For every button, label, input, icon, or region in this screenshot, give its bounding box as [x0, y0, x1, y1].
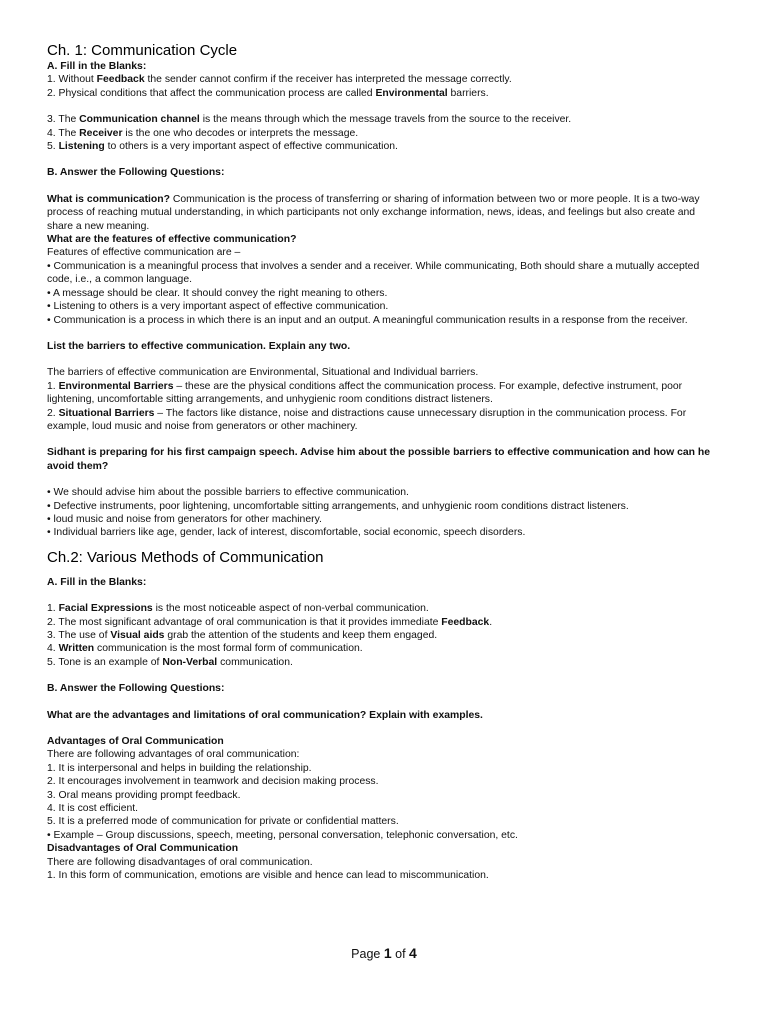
disadvantage-point: 1. In this form of communication, emotions are visible and hence can lead to miscommunication.: [47, 870, 489, 882]
feature-point: • A message should be clear. It should convey the right meaning to others.: [47, 287, 388, 299]
blank-3: 3. The use of Visual aids grab the attention of the students and keep them engaged.: [47, 630, 438, 641]
advice-point: • loud music and noise from generators for other machinery.: [47, 513, 322, 525]
advantages-intro: There are following advantages of oral communication:: [47, 749, 300, 761]
blank-3: 3. The Communication channel is the means through which the message travels from the source to the receiver.: [47, 114, 572, 126]
q-barriers-heading: List the barriers to effective communication. Explain any two.: [47, 340, 351, 352]
blank-5: 5. Tone is an example of Non-Verbal communication.: [47, 656, 293, 668]
section-a-label: A. Fill in the Blanks:: [47, 61, 147, 72]
feature-point: • Communication is a meaningful process that involves a sender and a receiver. While communicating, Both should share a mutually accepted code, i.e., a common language.: [47, 260, 700, 286]
chapter-1-title: Ch. 1: Communication Cycle: [47, 42, 238, 59]
page-label: Page: [351, 947, 381, 961]
page-number: 1: [383, 945, 392, 961]
advantage-point: 2. It encourages involvement in teamwork and decision making process.: [47, 776, 379, 788]
barrier-item: 1. Environmental Barriers – these are the physical conditions affect the communication process. For example, defective instrument, poor lightening, uncomfortable sitting arrangements, and unhygienic room conditions distract listeners.: [47, 380, 683, 406]
q-oral-communication-heading: What are the advantages and limitations of oral communication? Explain with examples.: [47, 709, 483, 721]
advantage-point: 1. It is interpersonal and helps in building the relationship.: [47, 762, 312, 774]
advantage-point: 4. It is cost efficient.: [47, 803, 139, 815]
feature-point: • Listening to others is a very important aspect of effective communication.: [47, 301, 389, 313]
advantages-heading: Advantages of Oral Communication: [47, 736, 224, 748]
q-features-heading: What are the features of effective communication?: [47, 234, 297, 246]
q-sidhant-heading: Sidhant is preparing for his first campaign speech. Advise him about the possible barriers to effective communication and how can he avoid them?: [47, 447, 711, 472]
page-footer: [0, 947, 768, 961]
advantage-point: 3. Oral means providing prompt feedback.: [47, 789, 241, 801]
section-b-label: B. Answer the Following Questions:: [47, 167, 225, 179]
blank-5: 5. Listening to others is a very important aspect of effective communication.: [47, 141, 398, 153]
disadvantages-intro: There are following disadvantages of oral communication.: [47, 856, 313, 868]
blank-2: 2. Physical conditions that affect the communication process are called Environmental barriers.: [47, 87, 489, 99]
page-of-label: of: [395, 947, 406, 961]
feature-point: • Communication is a process in which there is an input and an output. A meaningful communication results in a response from the receiver.: [47, 314, 688, 326]
blank-4: 4. The Receiver is the one who decodes or interprets the message.: [47, 127, 359, 139]
blank-2: 2. The most significant advantage of oral communication is that it provides immediate Feedback.: [47, 616, 493, 628]
advantage-example: • Example – Group discussions, speech, meeting, personal conversation, telephonic conversation, etc.: [47, 829, 518, 841]
features-intro: Features of effective communication are –: [47, 247, 241, 259]
advice-point: • We should advise him about the possible barriers to effective communication.: [47, 487, 409, 499]
document-page: [47, 42, 723, 883]
blank-4: 4. Written communication is the most formal form of communication.: [47, 643, 363, 655]
barriers-intro: The barriers of effective communication are Environmental, Situational and Individual barriers.: [47, 367, 479, 379]
barrier-item: 2. Situational Barriers – The factors like distance, noise and distractions cause unnecessary disruption in the communication process. For example, loud music and noise from generators or other machinery.: [47, 407, 687, 432]
blank-1: 1. Facial Expressions is the most noticeable aspect of non-verbal communication.: [47, 603, 429, 615]
section-a-label: A. Fill in the Blanks:: [47, 576, 147, 588]
blank-1: 1. Without Feedback the sender cannot confirm if the receiver has interpreted the message correctly.: [47, 74, 512, 86]
advice-point: • Defective instruments, poor lightening, uncomfortable sitting arrangements, and unhygienic room conditions distract listeners.: [47, 500, 629, 512]
page-total: 4: [409, 945, 417, 961]
advice-point: • Individual barriers like age, gender, lack of interest, discomfortable, social economic, speech disorders.: [47, 527, 526, 539]
q-what-is-communication: What is communication? Communication is the process of transferring or sharing of information between two or more people. It is a two-way process of reaching mutual understanding, in which participants not only exchange information, news, ideas, and feelings but also create and share a new meaning.: [47, 193, 700, 232]
disadvantages-heading: Disadvantages of Oral Communication: [47, 843, 239, 855]
section-b-label: B. Answer the Following Questions:: [47, 683, 225, 695]
chapter-2-title: Ch.2: Various Methods of Communication: [47, 548, 324, 566]
advantage-point: 5. It is a preferred mode of communication for private or confidential matters.: [47, 816, 399, 828]
